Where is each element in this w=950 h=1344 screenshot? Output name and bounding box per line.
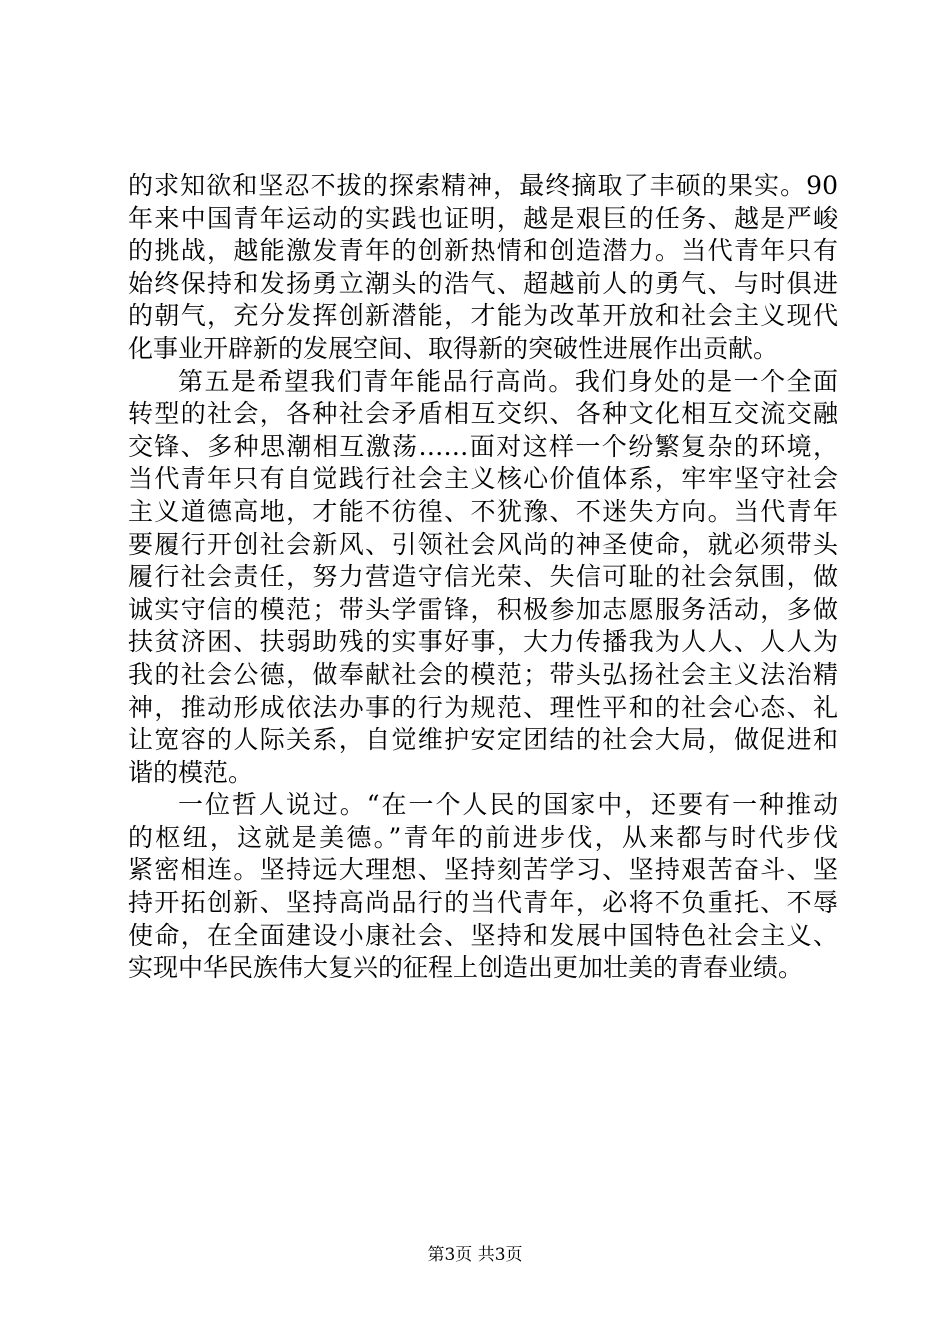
text-line: 持开拓创新、坚持高尚品行的当代青年，必将不负重托、不辱 (128, 888, 838, 918)
text-line: 当代青年只有自觉践行社会主义核心价值体系，牢牢坚守社会 (128, 464, 838, 494)
text-line: 让宽容的人际关系，自觉维护安定团结的社会大局，做促进和 (128, 725, 838, 755)
text-line: 第五是希望我们青年能品行高尚。我们身处的是一个全面 (178, 366, 838, 396)
text-line: 紧密相连。坚持远大理想、坚持刻苦学习、坚持艰苦奋斗、坚 (128, 855, 838, 885)
text-line: 的挑战，越能激发青年的创新热情和创造潜力。当代青年只有 (128, 236, 838, 266)
text-line: 实现中华民族伟大复兴的征程上创造出更加壮美的青春业绩。 (128, 953, 804, 983)
paragraph (128, 789, 838, 985)
text-line: 交锋、多种思潮相互激荡……面对这样一个纷繁复杂的环境， (128, 431, 838, 461)
text-line: 谐的模范。 (128, 757, 254, 787)
text-line: 要履行开创社会新风、引领社会风尚的神圣使命，就必须带头 (128, 529, 838, 559)
text-line: 始终保持和发扬勇立潮头的浩气、超越前人的勇气、与时俱进 (128, 268, 838, 298)
text-line: 使命，在全面建设小康社会、坚持和发展中国特色社会主义、 (128, 920, 838, 950)
text-line: 转型的社会，各种社会矛盾相互交织、各种文化相互交流交融 (128, 399, 838, 429)
text-line: 年来中国青年运动的实践也证明，越是艰巨的任务、越是严峻 (128, 203, 838, 233)
text-line: 的求知欲和坚忍不拔的探索精神，最终摘取了丰硕的果实。90 (128, 171, 838, 200)
text-line: 的枢纽，这就是美德。”青年的前进步伐，从来都与时代步伐 (128, 822, 838, 852)
text-line: 神，推动形成依法办事的行为规范、理性平和的社会心态、礼 (128, 692, 838, 722)
text-line: 主义道德高地，才能不彷徨、不犹豫、不迷失方向。当代青年 (128, 496, 838, 526)
document-body (128, 170, 838, 985)
text-line: 一位哲人说过。“在一个人民的国家中，还要有一种推动 (178, 790, 838, 820)
text-line: 我的社会公德，做奉献社会的模范；带头弘扬社会主义法治精 (128, 659, 838, 689)
text-line: 扶贫济困、扶弱助残的实事好事，大力传播我为人人、人人为 (128, 627, 838, 657)
paragraph (128, 170, 838, 366)
text-line: 诚实守信的模范；带头学雷锋，积极参加志愿服务活动，多做 (128, 594, 838, 624)
page-footer: 第3页 共3页 (427, 1245, 523, 1265)
text-line: 履行社会责任，努力营造守信光荣、失信可耻的社会氛围，做 (128, 562, 838, 592)
text-line: 的朝气，充分发挥创新潜能，才能为改革开放和社会主义现代 (128, 301, 838, 331)
text-line: 化事业开辟新的发展空间、取得新的突破性进展作出贡献。 (128, 333, 779, 363)
paragraph (128, 366, 838, 790)
